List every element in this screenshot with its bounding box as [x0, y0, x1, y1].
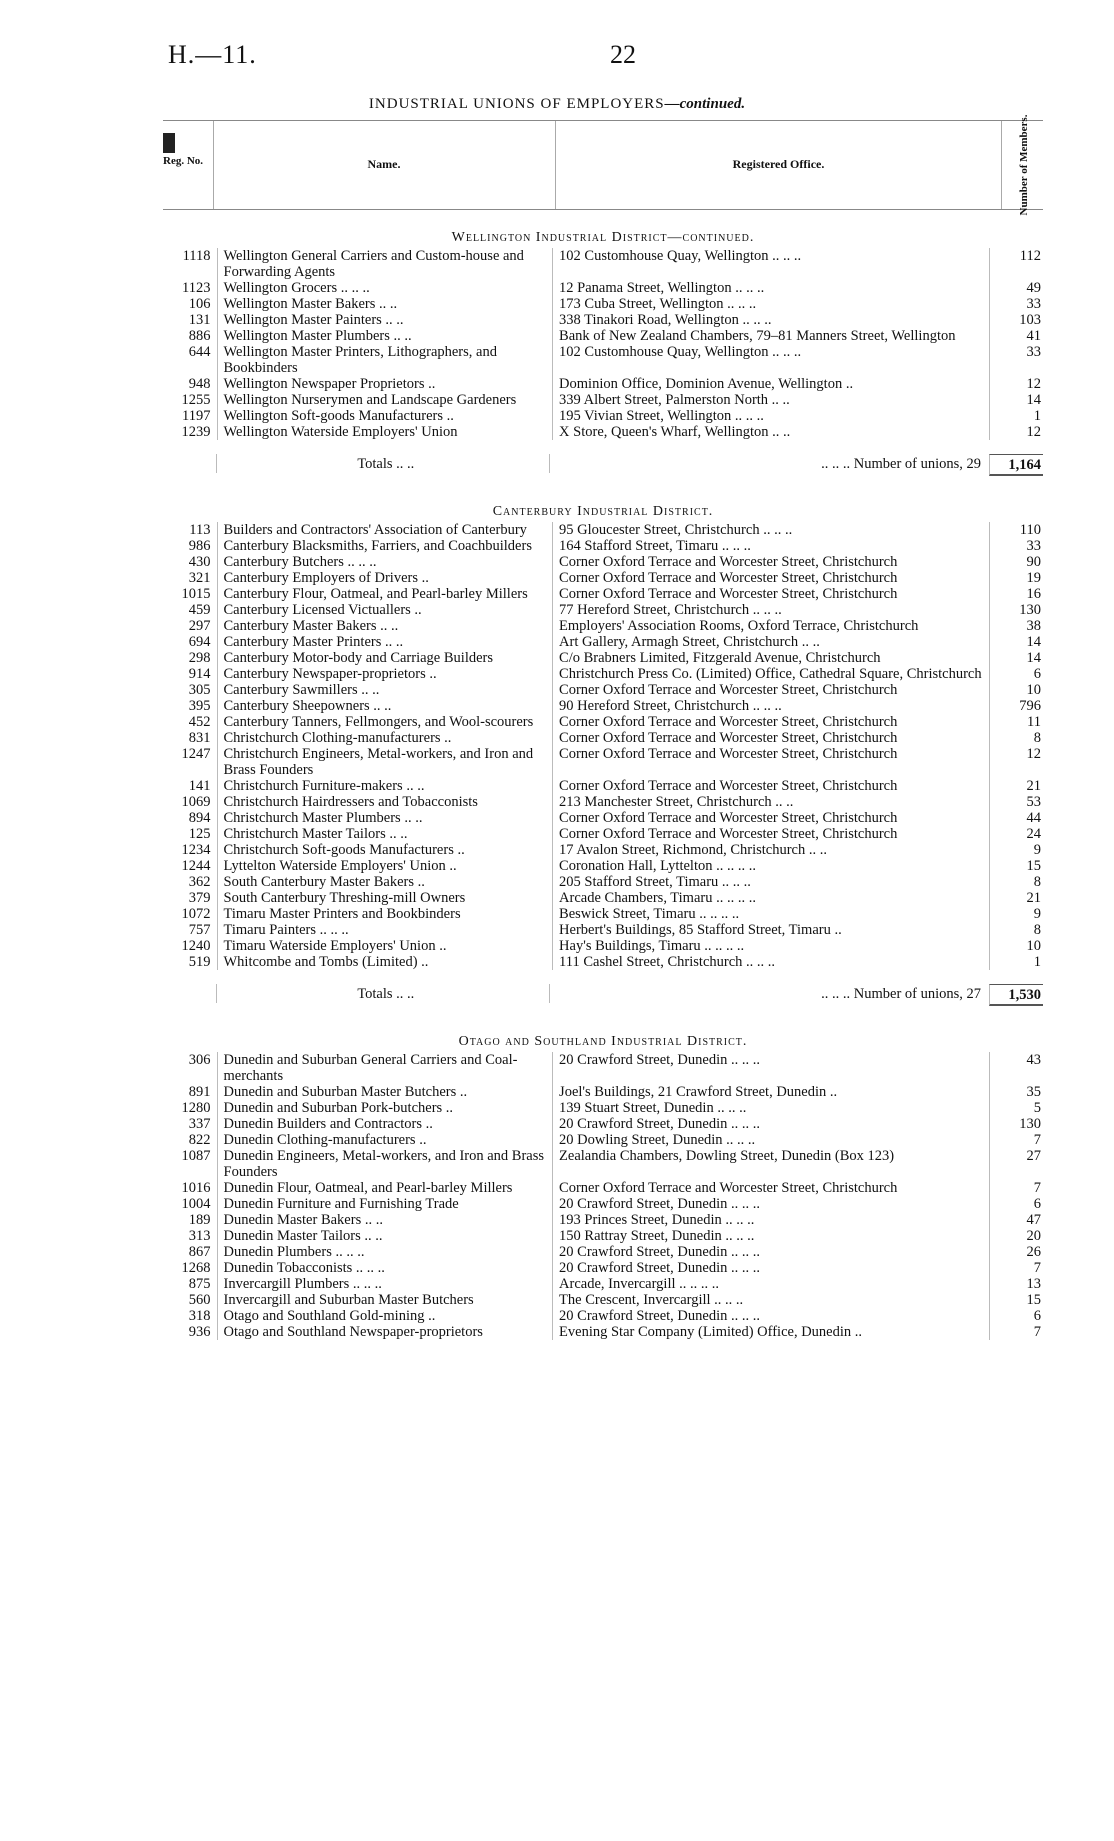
reg-number: 459	[188, 602, 211, 618]
table-row	[163, 698, 1043, 714]
union-name: Otago and Southland Newspaper-proprietors	[217, 1324, 553, 1340]
member-count: 796	[989, 698, 1043, 714]
total-members: 1,164	[989, 454, 1043, 476]
registered-office: Corner Oxford Terrace and Worcester Street, Christchurch	[552, 826, 988, 842]
union-name: Christchurch Master Plumbers .. ..	[217, 810, 553, 826]
registered-office: Corner Oxford Terrace and Worcester Street, Christchurch	[552, 554, 988, 570]
table-row	[163, 1196, 1043, 1212]
union-name: Christchurch Furniture-makers .. ..	[217, 778, 553, 794]
member-count: 35	[989, 1084, 1043, 1100]
union-name: Wellington Newspaper Proprietors ..	[217, 376, 553, 392]
table-row	[163, 634, 1043, 650]
registered-office: 164 Stafford Street, Timaru .. .. ..	[552, 538, 988, 554]
registered-office: 12 Panama Street, Wellington .. .. ..	[552, 280, 988, 296]
district-title: Otago and Southland Industrial District.	[458, 1034, 748, 1049]
table-row	[163, 1260, 1043, 1276]
registered-office: Christchurch Press Co. (Limited) Office, Cathedral Square, Christchurch	[552, 666, 988, 682]
table-row	[163, 522, 1043, 538]
member-count: 7	[989, 1180, 1043, 1196]
union-name: Canterbury Employers of Drivers ..	[217, 570, 553, 586]
union-name: Canterbury Flour, Oatmeal, and Pearl-barley Millers	[217, 586, 553, 602]
table-row	[163, 280, 1043, 296]
member-count: 21	[989, 890, 1043, 906]
district-section	[163, 484, 1043, 1014]
reg-number: 644	[188, 344, 211, 360]
union-name: Dunedin and Suburban Pork-butchers ..	[217, 1100, 553, 1116]
union-name: Wellington Grocers .. .. ..	[217, 280, 553, 296]
reg-number: 914	[188, 666, 211, 682]
union-name: Christchurch Engineers, Metal-workers, and Iron and Brass Founders	[217, 746, 553, 778]
reg-number: 757	[188, 922, 211, 938]
member-count: 6	[989, 1308, 1043, 1324]
totals-label: Totals .. ..	[216, 454, 548, 473]
reg-number: 1239	[181, 424, 211, 440]
member-count: 8	[989, 730, 1043, 746]
registered-office: 111 Cashel Street, Christchurch .. .. ..	[552, 954, 988, 970]
table-header	[163, 114, 1043, 216]
district-title: Canterbury Industrial District.	[492, 504, 714, 519]
table-row	[163, 1116, 1043, 1132]
reg-number: 1247	[181, 746, 211, 762]
table-row	[163, 602, 1043, 618]
table-row	[163, 1148, 1043, 1180]
reg-number: 125	[188, 826, 211, 842]
table-body	[163, 210, 1043, 1340]
table-row	[163, 682, 1043, 698]
totals-label: Totals .. ..	[216, 984, 548, 1003]
registered-office: 20 Crawford Street, Dunedin .. .. ..	[552, 1196, 988, 1212]
registered-office: 339 Albert Street, Palmerston North .. ..	[552, 392, 988, 408]
table-row	[163, 1292, 1043, 1308]
registered-office: The Crescent, Invercargill .. .. ..	[552, 1292, 988, 1308]
totals-row	[163, 984, 1043, 1014]
registered-office: Corner Oxford Terrace and Worcester Street, Christchurch	[552, 778, 988, 794]
member-count: 33	[989, 538, 1043, 554]
registered-office: 20 Crawford Street, Dunedin .. .. ..	[552, 1308, 988, 1324]
registered-office: Joel's Buildings, 21 Crawford Street, Dunedin ..	[552, 1084, 988, 1100]
table-row	[163, 1084, 1043, 1100]
reg-number: 894	[188, 810, 211, 826]
union-name: Timaru Waterside Employers' Union ..	[217, 938, 553, 954]
registered-office: 213 Manchester Street, Christchurch .. ..	[552, 794, 988, 810]
registered-office: 77 Hereford Street, Christchurch .. .. ..	[552, 602, 988, 618]
union-name: Christchurch Master Tailors .. ..	[217, 826, 553, 842]
member-count: 110	[989, 522, 1043, 538]
table-row	[163, 730, 1043, 746]
member-count: 15	[989, 858, 1043, 874]
table-row	[163, 248, 1043, 280]
member-count: 19	[989, 570, 1043, 586]
total-members: 1,530	[989, 984, 1043, 1006]
member-count: 5	[989, 1100, 1043, 1116]
reg-number: 1234	[181, 842, 211, 858]
column-divider	[1001, 121, 1002, 209]
table-row	[163, 826, 1043, 842]
table-row	[163, 714, 1043, 730]
union-name: Dunedin Clothing-manufacturers ..	[217, 1132, 553, 1148]
district-section	[163, 210, 1043, 484]
registered-office: 20 Crawford Street, Dunedin .. .. ..	[552, 1260, 988, 1276]
table-row	[163, 1324, 1043, 1340]
table-row	[163, 376, 1043, 392]
reg-number: 886	[188, 328, 211, 344]
member-count: 9	[989, 906, 1043, 922]
member-count: 14	[989, 392, 1043, 408]
member-count: 12	[989, 424, 1043, 440]
member-count: 130	[989, 602, 1043, 618]
union-name: Canterbury Motor-body and Carriage Builders	[217, 650, 553, 666]
member-count: 12	[989, 376, 1043, 392]
table-row	[163, 408, 1043, 424]
reg-number: 1016	[181, 1180, 211, 1196]
member-count: 41	[989, 328, 1043, 344]
member-count: 11	[989, 714, 1043, 730]
district-section	[163, 1014, 1043, 1340]
table-row	[163, 794, 1043, 810]
member-count: 6	[989, 1196, 1043, 1212]
reg-number: 298	[188, 650, 211, 666]
binding-mark-icon	[163, 133, 175, 153]
table-row	[163, 1052, 1043, 1084]
member-count: 12	[989, 746, 1043, 778]
reg-number: 131	[188, 312, 211, 328]
reg-number: 875	[188, 1276, 211, 1292]
member-count: 24	[989, 826, 1043, 842]
registered-office: Beswick Street, Timaru .. .. .. ..	[552, 906, 988, 922]
reg-number: 1280	[181, 1100, 211, 1116]
registered-office: Arcade, Invercargill .. .. .. ..	[552, 1276, 988, 1292]
reg-number: 313	[188, 1228, 211, 1244]
union-name: Dunedin Builders and Contractors ..	[217, 1116, 553, 1132]
member-count: 26	[989, 1244, 1043, 1260]
union-name: Wellington Nurserymen and Landscape Gardeners	[217, 392, 553, 408]
member-count: 14	[989, 650, 1043, 666]
union-name: Dunedin and Suburban General Carriers and Coal-merchants	[217, 1052, 553, 1084]
union-name: Canterbury Sawmillers .. ..	[217, 682, 553, 698]
union-name: Whitcombe and Tombs (Limited) ..	[217, 954, 553, 970]
table-row	[163, 938, 1043, 954]
registered-office: X Store, Queen's Wharf, Wellington .. ..	[552, 424, 988, 440]
table-row	[163, 618, 1043, 634]
reg-number: 1087	[181, 1148, 211, 1164]
reg-number: 1197	[182, 408, 211, 424]
table-row	[163, 344, 1043, 376]
column-header-office: Registered Office.	[732, 157, 825, 171]
member-count: 10	[989, 682, 1043, 698]
page-title-continued: —continued.	[664, 96, 746, 112]
registered-office: 102 Customhouse Quay, Wellington .. .. ..	[552, 344, 988, 376]
reg-number: 560	[188, 1292, 211, 1308]
registered-office: Corner Oxford Terrace and Worcester Street, Christchurch	[552, 810, 988, 826]
table-row	[163, 570, 1043, 586]
union-name: Christchurch Soft-goods Manufacturers ..	[217, 842, 553, 858]
reg-number: 430	[188, 554, 211, 570]
registered-office: 20 Crawford Street, Dunedin .. .. ..	[552, 1244, 988, 1260]
table-row	[163, 746, 1043, 778]
reg-number: 1240	[181, 938, 211, 954]
reg-number: 379	[188, 890, 211, 906]
reg-number: 822	[188, 1132, 211, 1148]
unions-table	[163, 114, 1043, 1340]
union-name: Canterbury Master Printers .. ..	[217, 634, 553, 650]
page-title-main: INDUSTRIAL UNIONS OF EMPLOYERS	[368, 96, 665, 112]
registered-office: Corner Oxford Terrace and Worcester Street, Christchurch	[552, 714, 988, 730]
union-name: Canterbury Butchers .. .. ..	[217, 554, 553, 570]
district-title: Wellington Industrial District—continued.	[451, 230, 755, 245]
member-count: 7	[989, 1324, 1043, 1340]
member-count: 33	[989, 296, 1043, 312]
union-name: South Canterbury Threshing-mill Owners	[217, 890, 553, 906]
table-row	[163, 424, 1043, 440]
union-name: Wellington Waterside Employers' Union	[217, 424, 553, 440]
member-count: 20	[989, 1228, 1043, 1244]
reg-number: 318	[188, 1308, 211, 1324]
member-count: 47	[989, 1212, 1043, 1228]
table-row	[163, 906, 1043, 922]
registered-office: Zealandia Chambers, Dowling Street, Dunedin (Box 123)	[552, 1148, 988, 1180]
reg-number: 867	[188, 1244, 211, 1260]
registered-office: 90 Hereford Street, Christchurch .. .. ..	[552, 698, 988, 714]
union-name: Otago and Southland Gold-mining ..	[217, 1308, 553, 1324]
table-row	[163, 874, 1043, 890]
union-name: Timaru Master Printers and Bookbinders	[217, 906, 553, 922]
member-count: 44	[989, 810, 1043, 826]
member-count: 16	[989, 586, 1043, 602]
member-count: 53	[989, 794, 1043, 810]
member-count: 1	[989, 408, 1043, 424]
table-row	[163, 554, 1043, 570]
union-name: Wellington Master Painters .. ..	[217, 312, 553, 328]
union-name: Dunedin Plumbers .. .. ..	[217, 1244, 553, 1260]
union-name: Invercargill Plumbers .. .. ..	[217, 1276, 553, 1292]
page-header	[0, 40, 1114, 80]
union-count: .. .. .. Number of unions, 27	[549, 984, 989, 1003]
member-count: 112	[989, 248, 1043, 280]
registered-office: Corner Oxford Terrace and Worcester Street, Christchurch	[552, 730, 988, 746]
union-name: Canterbury Blacksmiths, Farriers, and Coachbuilders	[217, 538, 553, 554]
reg-number: 936	[188, 1324, 211, 1340]
union-name: Wellington General Carriers and Custom-house and Forwarding Agents	[217, 248, 553, 280]
member-count: 49	[989, 280, 1043, 296]
union-name: Dunedin Flour, Oatmeal, and Pearl-barley Millers	[217, 1180, 553, 1196]
union-name: Wellington Master Plumbers .. ..	[217, 328, 553, 344]
registered-office: 338 Tinakori Road, Wellington .. .. ..	[552, 312, 988, 328]
table-row	[163, 1212, 1043, 1228]
member-count: 130	[989, 1116, 1043, 1132]
reg-number: 113	[189, 522, 211, 538]
member-count: 90	[989, 554, 1043, 570]
reg-number: 1072	[181, 906, 211, 922]
union-name: Timaru Painters .. .. ..	[217, 922, 553, 938]
reg-number: 694	[188, 634, 211, 650]
union-name: South Canterbury Master Bakers ..	[217, 874, 553, 890]
totals-row	[163, 454, 1043, 484]
table-row	[163, 922, 1043, 938]
reg-number: 948	[188, 376, 211, 392]
union-name: Invercargill and Suburban Master Butchers	[217, 1292, 553, 1308]
member-count: 10	[989, 938, 1043, 954]
member-count: 27	[989, 1148, 1043, 1180]
union-count: .. .. .. Number of unions, 29	[549, 454, 989, 473]
column-header-name: Name.	[367, 157, 401, 171]
reg-number: 321	[188, 570, 211, 586]
registered-office: 20 Dowling Street, Dunedin .. .. ..	[552, 1132, 988, 1148]
member-count: 8	[989, 874, 1043, 890]
table-row	[163, 858, 1043, 874]
reg-number: 395	[188, 698, 211, 714]
union-name: Canterbury Sheepowners .. ..	[217, 698, 553, 714]
union-name: Wellington Soft-goods Manufacturers ..	[217, 408, 553, 424]
registered-office: Dominion Office, Dominion Avenue, Wellington ..	[552, 376, 988, 392]
page-title	[0, 96, 1114, 113]
reg-number: 1004	[181, 1196, 211, 1212]
registered-office: Corner Oxford Terrace and Worcester Street, Christchurch	[552, 1180, 988, 1196]
member-count: 103	[989, 312, 1043, 328]
table-row	[163, 810, 1043, 826]
union-name: Dunedin Master Tailors .. ..	[217, 1228, 553, 1244]
table-row	[163, 778, 1043, 794]
member-count: 6	[989, 666, 1043, 682]
member-count: 38	[989, 618, 1043, 634]
reg-number: 1118	[182, 248, 211, 264]
table-row	[163, 1276, 1043, 1292]
union-name: Dunedin and Suburban Master Butchers ..	[217, 1084, 553, 1100]
registered-office: 139 Stuart Street, Dunedin .. .. ..	[552, 1100, 988, 1116]
reg-number: 297	[188, 618, 211, 634]
registered-office: 17 Avalon Street, Richmond, Christchurch .. ..	[552, 842, 988, 858]
reg-number: 891	[188, 1084, 211, 1100]
union-name: Canterbury Licensed Victuallers ..	[217, 602, 553, 618]
member-count: 13	[989, 1276, 1043, 1292]
table-row	[163, 538, 1043, 554]
registered-office: Evening Star Company (Limited) Office, Dunedin ..	[552, 1324, 988, 1340]
reg-number: 1255	[181, 392, 211, 408]
column-header-members: Number of Members.	[1018, 114, 1030, 216]
member-count: 7	[989, 1132, 1043, 1148]
reg-number: 306	[188, 1052, 211, 1068]
page-number: 22	[610, 40, 636, 69]
registered-office: 205 Stafford Street, Timaru .. .. ..	[552, 874, 988, 890]
table-row	[163, 296, 1043, 312]
registered-office: Art Gallery, Armagh Street, Christchurch .. ..	[552, 634, 988, 650]
reg-number: 189	[188, 1212, 211, 1228]
registered-office: 193 Princes Street, Dunedin .. .. ..	[552, 1212, 988, 1228]
reg-number: 305	[188, 682, 211, 698]
table-row	[163, 890, 1043, 906]
table-row	[163, 392, 1043, 408]
union-name: Dunedin Master Bakers .. ..	[217, 1212, 553, 1228]
column-header-reg-no: Reg. No.	[163, 133, 213, 167]
union-name: Christchurch Clothing-manufacturers ..	[217, 730, 553, 746]
union-name: Wellington Master Printers, Lithographers, and Bookbinders	[217, 344, 553, 376]
reg-number: 1069	[181, 794, 211, 810]
member-count: 21	[989, 778, 1043, 794]
registered-office: Employers' Association Rooms, Oxford Terrace, Christchurch	[552, 618, 988, 634]
union-name: Dunedin Tobacconists .. .. ..	[217, 1260, 553, 1276]
reg-number: 452	[188, 714, 211, 730]
table-row	[163, 1100, 1043, 1116]
registered-office: Corner Oxford Terrace and Worcester Street, Christchurch	[552, 682, 988, 698]
reg-number: 1015	[181, 586, 211, 602]
reg-number: 1123	[182, 280, 211, 296]
registered-office: Herbert's Buildings, 85 Stafford Street, Timaru ..	[552, 922, 988, 938]
table-row	[163, 1244, 1043, 1260]
member-count: 9	[989, 842, 1043, 858]
registered-office: Corner Oxford Terrace and Worcester Street, Christchurch	[552, 746, 988, 778]
union-name: Canterbury Master Bakers .. ..	[217, 618, 553, 634]
member-count: 43	[989, 1052, 1043, 1084]
reg-number: 337	[188, 1116, 211, 1132]
reg-number: 141	[188, 778, 211, 794]
registered-office: Corner Oxford Terrace and Worcester Street, Christchurch	[552, 570, 988, 586]
registered-office: C/o Brabners Limited, Fitzgerald Avenue, Christchurch	[552, 650, 988, 666]
table-row	[163, 1228, 1043, 1244]
union-name: Canterbury Newspaper-proprietors ..	[217, 666, 553, 682]
reg-number: 831	[188, 730, 211, 746]
reg-number: 986	[188, 538, 211, 554]
table-row	[163, 586, 1043, 602]
member-count: 33	[989, 344, 1043, 376]
reg-number: 519	[188, 954, 211, 970]
table-row	[163, 312, 1043, 328]
registered-office: Coronation Hall, Lyttelton .. .. .. ..	[552, 858, 988, 874]
table-row	[163, 954, 1043, 970]
member-count: 15	[989, 1292, 1043, 1308]
member-count: 1	[989, 954, 1043, 970]
registered-office: Corner Oxford Terrace and Worcester Street, Christchurch	[552, 586, 988, 602]
union-name: Christchurch Hairdressers and Tobacconists	[217, 794, 553, 810]
reg-number: 1268	[181, 1260, 211, 1276]
union-name: Dunedin Engineers, Metal-workers, and Iron and Brass Founders	[217, 1148, 553, 1180]
table-row	[163, 650, 1043, 666]
union-name: Dunedin Furniture and Furnishing Trade	[217, 1196, 553, 1212]
registered-office: 150 Rattray Street, Dunedin .. .. ..	[552, 1228, 988, 1244]
member-count: 7	[989, 1260, 1043, 1276]
registered-office: 95 Gloucester Street, Christchurch .. .. ..	[552, 522, 988, 538]
table-row	[163, 842, 1043, 858]
table-row	[163, 328, 1043, 344]
registered-office: Bank of New Zealand Chambers, 79–81 Manners Street, Wellington	[552, 328, 988, 344]
member-count: 8	[989, 922, 1043, 938]
document-reference: H.—11.	[168, 40, 257, 69]
union-name: Wellington Master Bakers .. ..	[217, 296, 553, 312]
table-row	[163, 1132, 1043, 1148]
registered-office: 173 Cuba Street, Wellington .. .. ..	[552, 296, 988, 312]
reg-number: 106	[188, 296, 211, 312]
table-row	[163, 1308, 1043, 1324]
table-row	[163, 666, 1043, 682]
table-row	[163, 1180, 1043, 1196]
reg-number: 362	[188, 874, 211, 890]
registered-office: 20 Crawford Street, Dunedin .. .. ..	[552, 1052, 988, 1084]
union-name: Builders and Contractors' Association of Canterbury	[217, 522, 553, 538]
reg-number: 1244	[181, 858, 211, 874]
registered-office: Hay's Buildings, Timaru .. .. .. ..	[552, 938, 988, 954]
registered-office: 20 Crawford Street, Dunedin .. .. ..	[552, 1116, 988, 1132]
member-count: 14	[989, 634, 1043, 650]
registered-office: 102 Customhouse Quay, Wellington .. .. ..	[552, 248, 988, 280]
union-name: Lyttelton Waterside Employers' Union ..	[217, 858, 553, 874]
registered-office: Arcade Chambers, Timaru .. .. .. ..	[552, 890, 988, 906]
registered-office: 195 Vivian Street, Wellington .. .. ..	[552, 408, 988, 424]
union-name: Canterbury Tanners, Fellmongers, and Wool-scourers	[217, 714, 553, 730]
